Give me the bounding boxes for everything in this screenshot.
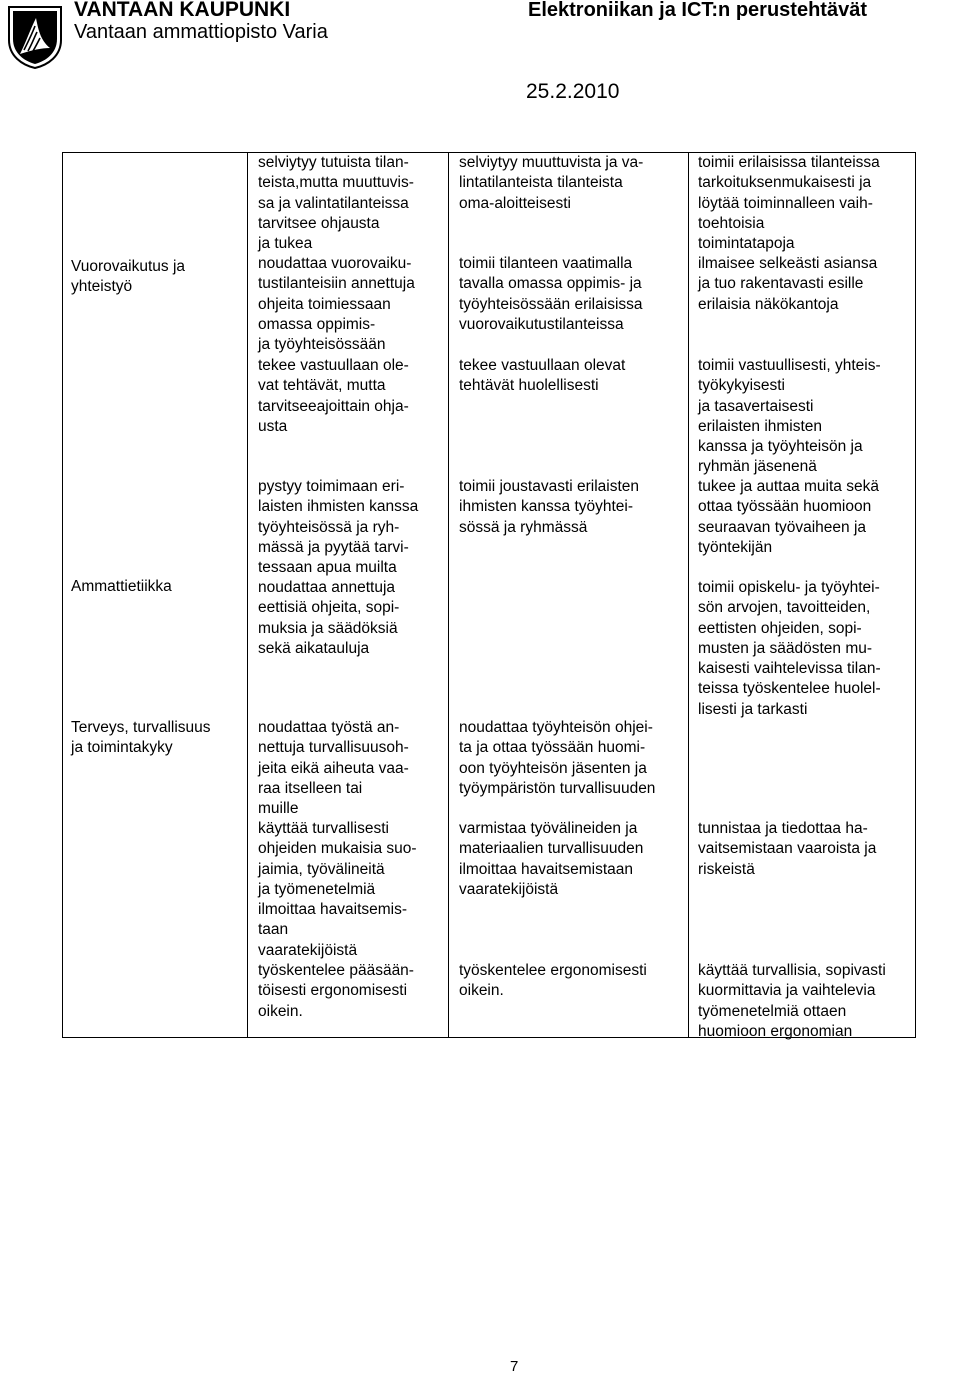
criteria-text-line: noudattaa annettuja <box>258 579 396 596</box>
criteria-cell <box>258 153 414 254</box>
criteria-text-line: vuorovaikutustilanteissa <box>459 315 624 333</box>
criteria-text-line: nettuja turvallisuusoh- <box>258 739 409 757</box>
criteria-text-line: seuraavan työvaiheen ja <box>698 518 867 536</box>
criteria-cell <box>698 356 881 478</box>
criteria-text-line: oikein. <box>258 1002 303 1020</box>
school-name: Vantaan ammattiopisto Varia <box>74 21 328 43</box>
criteria-text-line: ja tasavertaisesti <box>698 397 814 415</box>
criteria-text-line: työskentelee ergonomisesti <box>459 962 647 979</box>
criteria-cell <box>459 254 643 335</box>
criteria-text-line: noudattaa työstä an- <box>258 719 400 736</box>
criteria-cell <box>258 819 417 900</box>
page-header <box>0 0 960 110</box>
criteria-cell <box>459 961 647 1002</box>
criteria-text-line: vaitsemistaan vaaroista ja <box>698 840 877 858</box>
page-number: 7 <box>510 1358 519 1375</box>
criteria-text-line: käyttää turvallisia, sopivasti <box>698 962 886 979</box>
criteria-text-line: lisesti ja tarkasti <box>698 700 808 718</box>
criteria-text-line: töisesti ergonomisesti <box>258 982 408 1000</box>
criteria-cell <box>258 900 407 961</box>
criteria-text-line: mässä ja pyytää tarvi- <box>258 538 409 556</box>
criteria-text-line: toimii erilaisissa tilanteissa <box>698 154 880 171</box>
criteria-text-line: pystyy toimimaan eri- <box>258 478 405 495</box>
criteria-text-line: erilaisia näkökantoja <box>698 295 839 313</box>
criteria-text-line: oikein. <box>459 982 504 1000</box>
criteria-text-line: riskeistä <box>698 860 755 878</box>
category-cell <box>71 577 172 597</box>
assessment-table <box>62 152 916 1038</box>
criteria-text-line: työyhteisössään erilaisissa <box>459 295 643 313</box>
criteria-text-line: omassa oppimis- <box>258 315 376 333</box>
column-divider <box>688 153 689 1037</box>
criteria-text-line: työskentelee pääsään- <box>258 962 414 979</box>
criteria-cell <box>258 578 399 659</box>
criteria-text-line: muksia ja säädöksiä <box>258 619 398 637</box>
criteria-text-line: jeita eikä aiheuta vaa- <box>258 759 409 777</box>
criteria-text-line: kanssa ja työyhteisön ja <box>698 438 863 456</box>
criteria-text-line: vaaratekijöistä <box>459 880 559 898</box>
criteria-text-line: sa ja valintatilanteissa <box>258 194 409 212</box>
criteria-text-line: toimii joustavasti erilaisten <box>459 478 640 495</box>
criteria-cell <box>698 254 877 315</box>
criteria-text-line: eettisten ohjeiden, sopi- <box>698 619 862 637</box>
criteria-text-line: ilmoittaa havaitsemistaan <box>459 860 634 878</box>
criteria-text-line: vat tehtävät, mutta <box>258 377 386 395</box>
criteria-cell <box>698 819 876 880</box>
column-divider <box>448 153 449 1037</box>
criteria-text-line: kuormittavia ja vaihtelevia <box>698 982 876 1000</box>
criteria-text-line: toehtoisia <box>698 214 765 232</box>
criteria-text-line: jaimia, työvälineitä <box>258 860 385 878</box>
document-date: 25.2.2010 <box>526 80 620 103</box>
criteria-text-line: varmistaa työvälineiden ja <box>459 820 638 837</box>
criteria-cell <box>258 961 414 1022</box>
category-label: yhteistyö <box>71 278 133 296</box>
organization-name: VANTAAN KAUPUNKI <box>74 0 291 21</box>
criteria-text-line: ja työyhteisössään <box>258 336 386 354</box>
category-cell <box>71 718 211 759</box>
vantaa-crest-icon <box>6 4 64 70</box>
criteria-text-line: ilmaisee selkeästi asiansa <box>698 255 878 272</box>
criteria-text-line: materiaalien turvallisuuden <box>459 840 644 858</box>
criteria-text-line: ja työmenetelmiä <box>258 880 376 898</box>
document-title: Elektroniikan ja ICT:n perustehtävät <box>528 0 867 21</box>
criteria-text-line: lintatilanteista tilanteista <box>459 174 623 192</box>
criteria-text-line: laisten ihmisten kanssa <box>258 498 419 516</box>
category-label: Ammattietiikka <box>71 578 172 595</box>
criteria-text-line: sön arvojen, tavoitteiden, <box>698 599 871 617</box>
criteria-text-line: teissa työskentelee huolel- <box>698 680 881 698</box>
criteria-text-line: erilaisten ihmisten <box>698 417 823 435</box>
criteria-text-line: muille <box>258 800 299 818</box>
criteria-text-line: ihmisten kanssa työyhtei- <box>459 498 634 516</box>
criteria-text-line: ja tukea <box>258 235 313 253</box>
criteria-cell <box>459 153 643 214</box>
criteria-text-line: toimii tilanteen vaatimalla <box>459 255 633 272</box>
criteria-text-line: ohjeiden mukaisia suo- <box>258 840 417 858</box>
criteria-cell <box>698 578 881 720</box>
criteria-text-line: työmenetelmiä ottaen <box>698 1002 847 1020</box>
criteria-text-line: eettisiä ohjeita, sopi- <box>258 599 400 617</box>
criteria-text-line: kaisesti vaihtelevissa tilan- <box>698 660 881 678</box>
criteria-text-line: tunnistaa ja tiedottaa ha- <box>698 820 868 837</box>
criteria-text-line: toimii vastuullisesti, yhteis- <box>698 357 881 374</box>
criteria-text-line: selviytyy tutuista tilan- <box>258 154 409 171</box>
criteria-cell <box>459 356 625 397</box>
criteria-text-line: toimii opiskelu- ja työyhtei- <box>698 579 880 596</box>
criteria-text-line: ta ja ottaa työssään huomi- <box>459 739 646 757</box>
criteria-text-line: sekä aikatauluja <box>258 639 370 657</box>
criteria-text-line: raa itselleen tai <box>258 779 363 797</box>
criteria-text-line: työyhteisössä ja ryh- <box>258 518 400 536</box>
criteria-text-line: löytää toiminnalleen vaih- <box>698 194 873 212</box>
criteria-text-line: vaaratekijöistä <box>258 941 358 959</box>
criteria-text-line: musten ja säädösten mu- <box>698 639 873 657</box>
criteria-text-line: ottaa työssään huomioon <box>698 498 872 516</box>
criteria-text-line: noudattaa vuorovaiku- <box>258 255 412 272</box>
criteria-text-line: noudattaa työyhteisön ohjei- <box>459 719 653 736</box>
criteria-cell <box>258 477 418 578</box>
criteria-cell <box>459 718 655 799</box>
category-label: Vuorovaikutus ja <box>71 258 186 275</box>
criteria-text-line: ja tuo rakentavasti esille <box>698 275 864 293</box>
criteria-text-line: ilmoittaa havaitsemis- <box>258 901 408 918</box>
category-label: ja toimintakyky <box>71 739 173 757</box>
category-label: Terveys, turvallisuus <box>71 719 211 736</box>
criteria-text-line: ryhmän jäsenenä <box>698 458 817 476</box>
criteria-text-line: tukee ja auttaa muita sekä <box>698 478 879 495</box>
criteria-text-line: työympäristön turvallisuuden <box>459 779 656 797</box>
criteria-text-line: työkykyisesti <box>698 377 785 395</box>
criteria-text-line: selviytyy muuttuvista ja va- <box>459 154 644 171</box>
criteria-text-line: usta <box>258 417 288 435</box>
criteria-cell <box>698 477 879 558</box>
criteria-text-line: taan <box>258 921 289 939</box>
criteria-text-line: oon työyhteisön jäsenten ja <box>459 759 647 777</box>
criteria-cell <box>459 819 643 900</box>
criteria-text-line: tekee vastuullaan ole- <box>258 357 409 374</box>
criteria-cell <box>258 356 409 437</box>
criteria-text-line: käyttää turvallisesti <box>258 820 389 837</box>
criteria-cell <box>698 961 886 1042</box>
criteria-cell <box>459 477 639 538</box>
criteria-text-line: ohjeita toimiessaan <box>258 295 391 313</box>
criteria-text-line: tarvitseeajoittain ohja- <box>258 397 409 415</box>
criteria-text-line: oma-aloitteisesti <box>459 194 571 212</box>
criteria-cell <box>258 718 409 819</box>
criteria-text-line: toimintatapoja <box>698 235 795 253</box>
criteria-text-line: tehtävät huolellisesti <box>459 377 599 395</box>
criteria-text-line: sössä ja ryhmässä <box>459 518 588 536</box>
criteria-text-line: tarvitsee ohjausta <box>258 214 380 232</box>
criteria-text-line: tekee vastuullaan olevat <box>459 357 626 374</box>
criteria-text-line: tustilanteisiin annettuja <box>258 275 415 293</box>
criteria-cell <box>258 254 415 355</box>
criteria-text-line: tessaan apua muilta <box>258 559 397 577</box>
criteria-text-line: teista,mutta muuttuvis- <box>258 174 414 192</box>
column-divider <box>247 153 248 1037</box>
criteria-cell <box>698 153 880 254</box>
criteria-text-line: huomioon ergonomian <box>698 1022 853 1040</box>
criteria-text-line: tavalla omassa oppimis- ja <box>459 275 642 293</box>
criteria-text-line: tarkoituksenmukaisesti ja <box>698 174 872 192</box>
criteria-text-line: työntekijän <box>698 538 773 556</box>
category-cell <box>71 257 185 298</box>
